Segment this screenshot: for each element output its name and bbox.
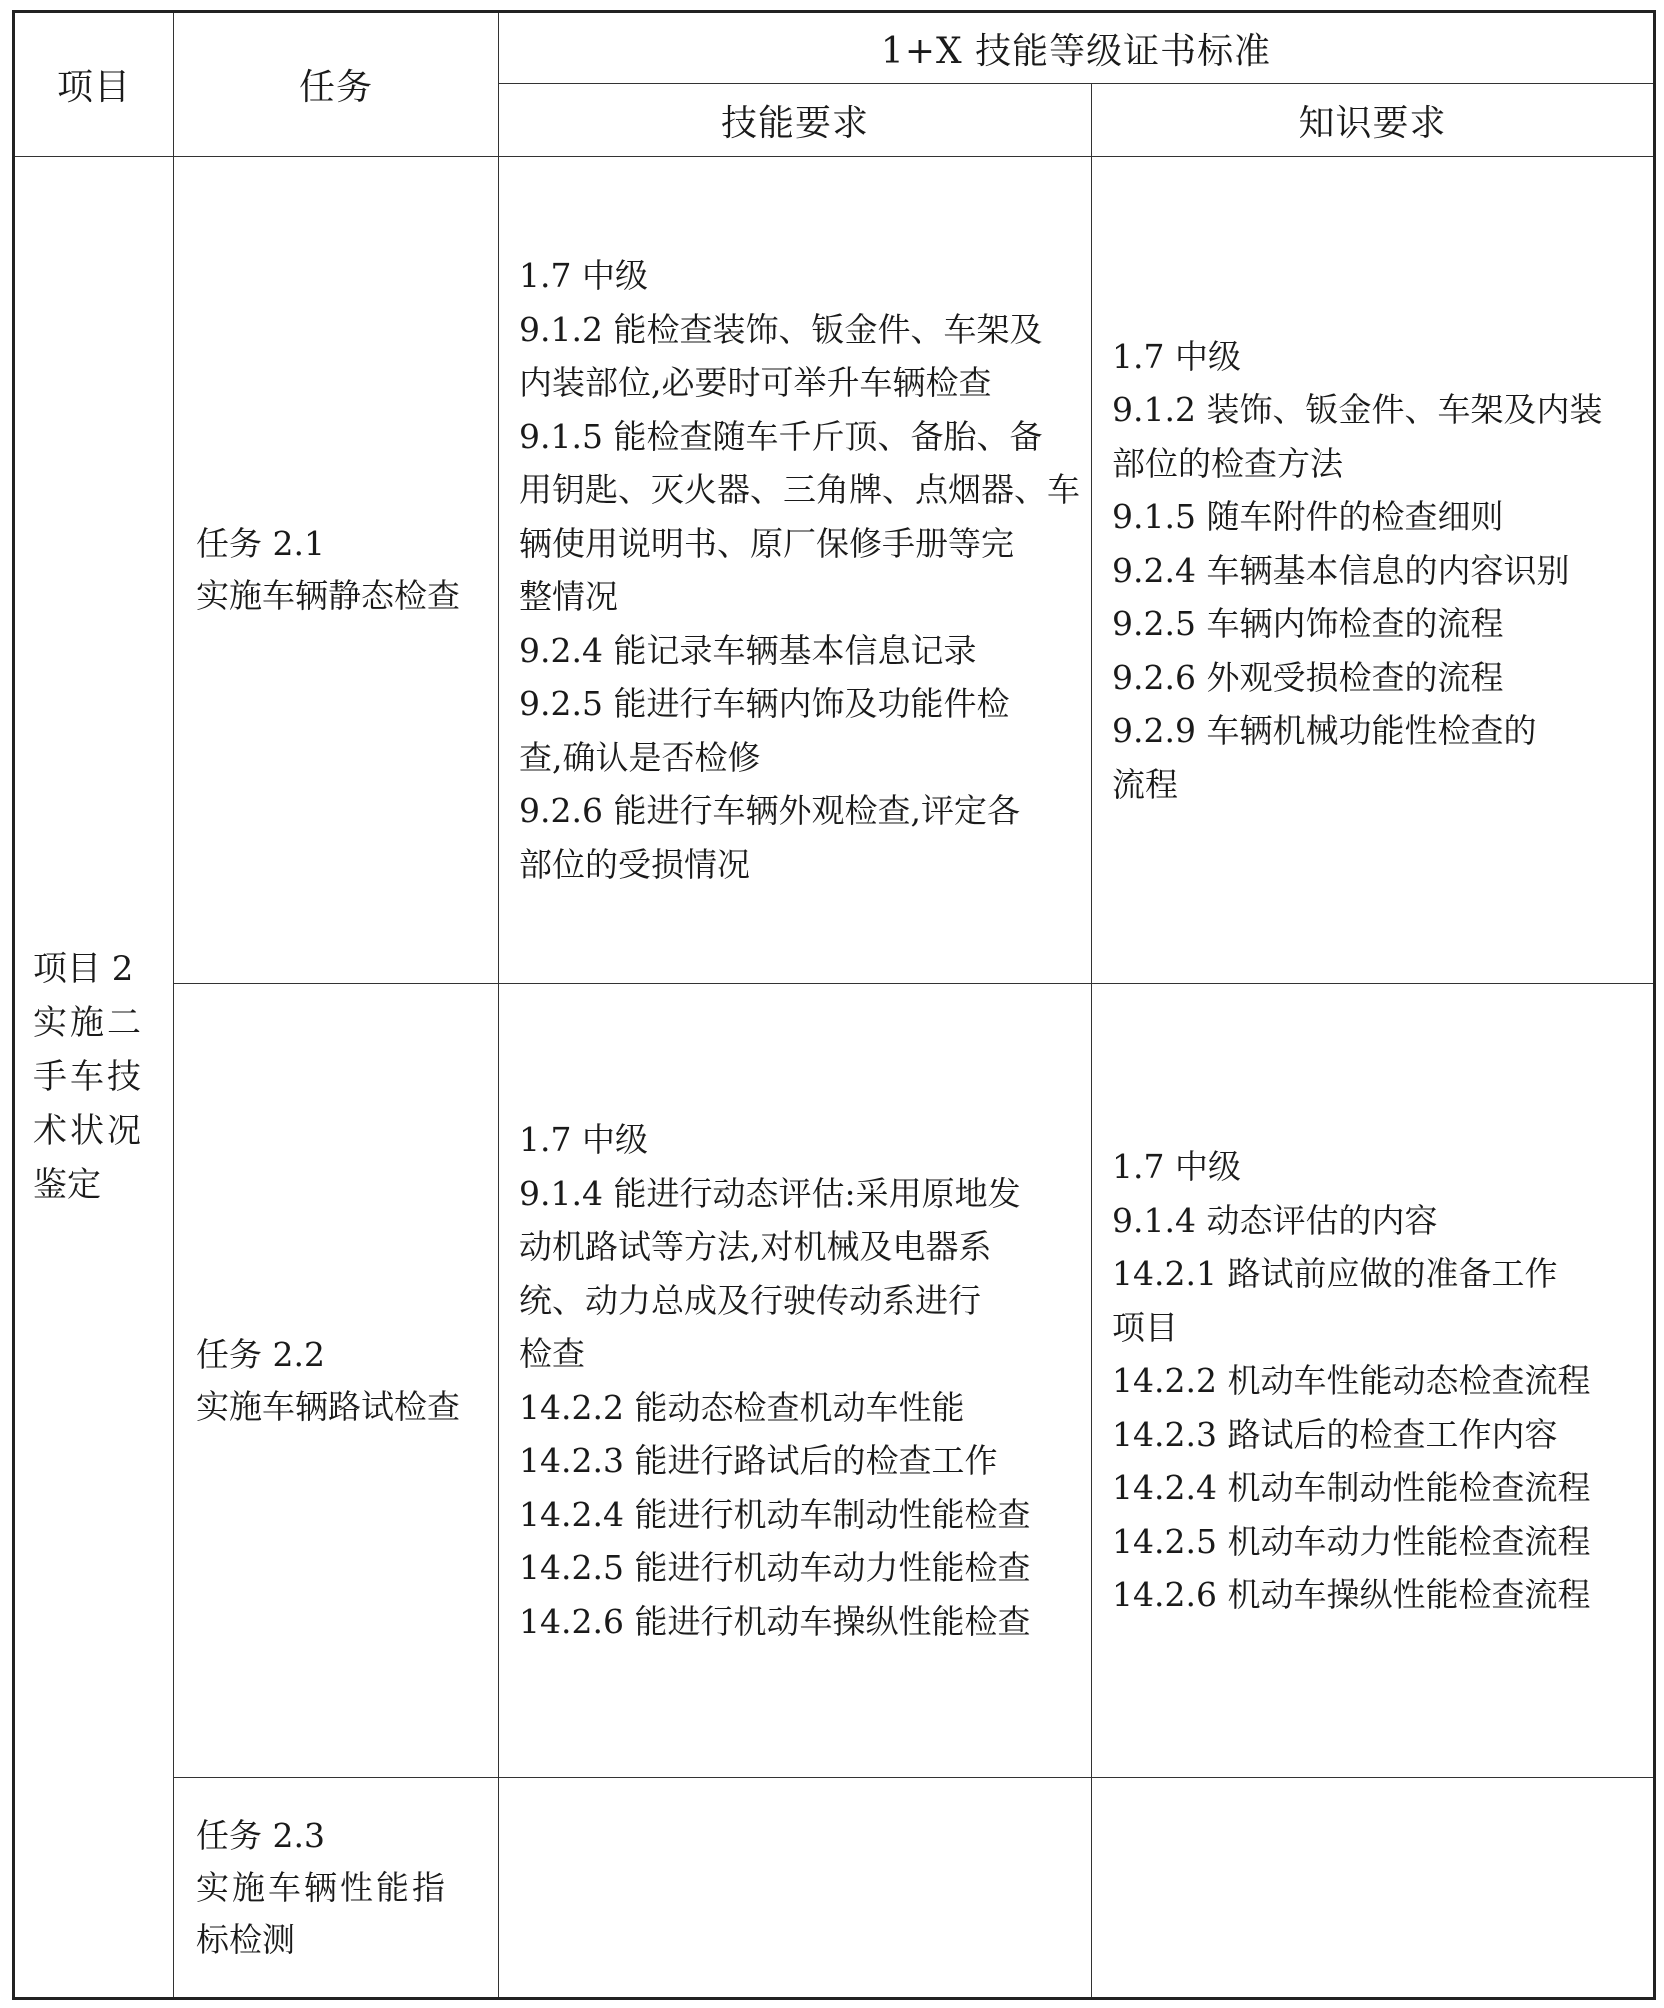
skill-line: 1.7 中级 [519,256,648,296]
knowledge-line: 14.2.2 机动车性能动态检查流程 [1112,1361,1591,1401]
project-line: 实施二 [33,1003,144,1044]
skill-line: 统、动力总成及行驶传动系进行 [519,1280,981,1320]
knowledge-line: 项目 [1112,1307,1178,1347]
knowledge-line: 14.2.5 机动车动力性能检查流程 [1112,1521,1591,1561]
task-cell [174,984,499,1778]
skill-line: 9.1.4 能进行动态评估:采用原地发 [519,1173,1021,1213]
knowledge-requirements-cell [1092,1778,1655,1999]
header-skill-requirements: 技能要求 [499,84,1092,157]
knowledge-line: 9.2.9 车辆机械功能性检查的 [1112,711,1537,751]
knowledge-requirements-cell [1092,984,1655,1778]
knowledge-line: 流程 [1112,764,1178,804]
skill-line: 内装部位,必要时可举升车辆检查 [519,363,992,403]
table-row [14,1778,1655,1999]
header-task: 任务 [174,12,499,157]
knowledge-line: 14.2.4 机动车制动性能检查流程 [1112,1468,1591,1508]
project-line: 术状况 [33,1111,144,1152]
project-cell [14,157,174,1999]
task-line: 任务 2.1 [196,524,325,564]
skill-line: 14.2.2 能动态检查机动车性能 [519,1387,965,1427]
skill-line: 动机路试等方法,对机械及电器系 [519,1227,992,1267]
skill-line: 9.1.5 能检查随车千斤顶、备胎、备 [519,416,1043,456]
knowledge-line: 部位的检查方法 [1112,443,1343,483]
knowledge-line: 9.1.5 随车附件的检查细则 [1112,497,1504,537]
skill-line: 9.2.4 能记录车辆基本信息记录 [519,630,977,670]
task-cell [174,1778,499,1999]
task-line: 任务 2.2 [196,1334,325,1374]
skill-line: 14.2.4 能进行机动车制动性能检查 [519,1494,1031,1534]
project-line: 手车技 [33,1057,144,1098]
knowledge-line: 1.7 中级 [1112,1147,1241,1187]
skill-line: 1.7 中级 [519,1120,648,1160]
header-knowledge-requirements: 知识要求 [1092,84,1655,157]
skill-requirements-cell [499,1778,1092,1999]
knowledge-line: 14.2.1 路试前应做的准备工作 [1112,1254,1558,1294]
skill-line: 辆使用说明书、原厂保修手册等完 [519,523,1014,563]
header-standard: 1+X 技能等级证书标准 [499,12,1655,84]
knowledge-line: 1.7 中级 [1112,336,1241,376]
task-line: 实施车辆路试检查 [196,1386,460,1426]
task-line: 标检测 [196,1919,295,1959]
knowledge-line: 14.2.6 机动车操纵性能检查流程 [1112,1575,1591,1615]
skill-line: 14.2.6 能进行机动车操纵性能检查 [519,1601,1031,1641]
skill-line: 9.2.6 能进行车辆外观检查,评定各 [519,791,1020,831]
skill-line: 检查 [519,1334,585,1374]
task-cell [174,157,499,984]
header-project: 项目 [14,12,174,157]
skill-line: 14.2.3 能进行路试后的检查工作 [519,1441,998,1481]
knowledge-line: 9.2.6 外观受损检查的流程 [1112,657,1504,697]
skill-line: 14.2.5 能进行机动车动力性能检查 [519,1548,1031,1588]
skill-line: 9.1.2 能检查装饰、钣金件、车架及 [519,309,1043,349]
knowledge-line: 9.2.4 车辆基本信息的内容识别 [1112,550,1570,590]
project-line: 鉴定 [33,1165,101,1206]
skill-line: 9.2.5 能进行车辆内饰及功能件检 [519,684,1010,724]
standards-table [12,10,1656,2000]
skill-line: 整情况 [519,577,618,617]
knowledge-line: 9.1.2 装饰、钣金件、车架及内装 [1112,390,1603,430]
skill-requirements-cell [499,984,1092,1778]
project-line: 项目 2 [33,949,134,990]
task-line: 任务 2.3 [196,1815,325,1855]
skill-line: 查,确认是否检修 [519,737,761,777]
knowledge-requirements-cell [1092,157,1655,984]
skill-line: 用钥匙、灭火器、三角牌、点烟器、车 [519,470,1080,510]
knowledge-line: 9.1.4 动态评估的内容 [1112,1200,1438,1240]
table-row [14,157,1655,984]
task-line: 实施车辆性能指 [196,1867,448,1907]
skill-requirements-cell [499,157,1092,984]
skill-line: 部位的受损情况 [519,844,750,884]
table-row [14,984,1655,1778]
knowledge-line: 9.2.5 车辆内饰检查的流程 [1112,604,1504,644]
knowledge-line: 14.2.3 路试后的检查工作内容 [1112,1414,1558,1454]
task-line: 实施车辆静态检查 [196,576,460,616]
